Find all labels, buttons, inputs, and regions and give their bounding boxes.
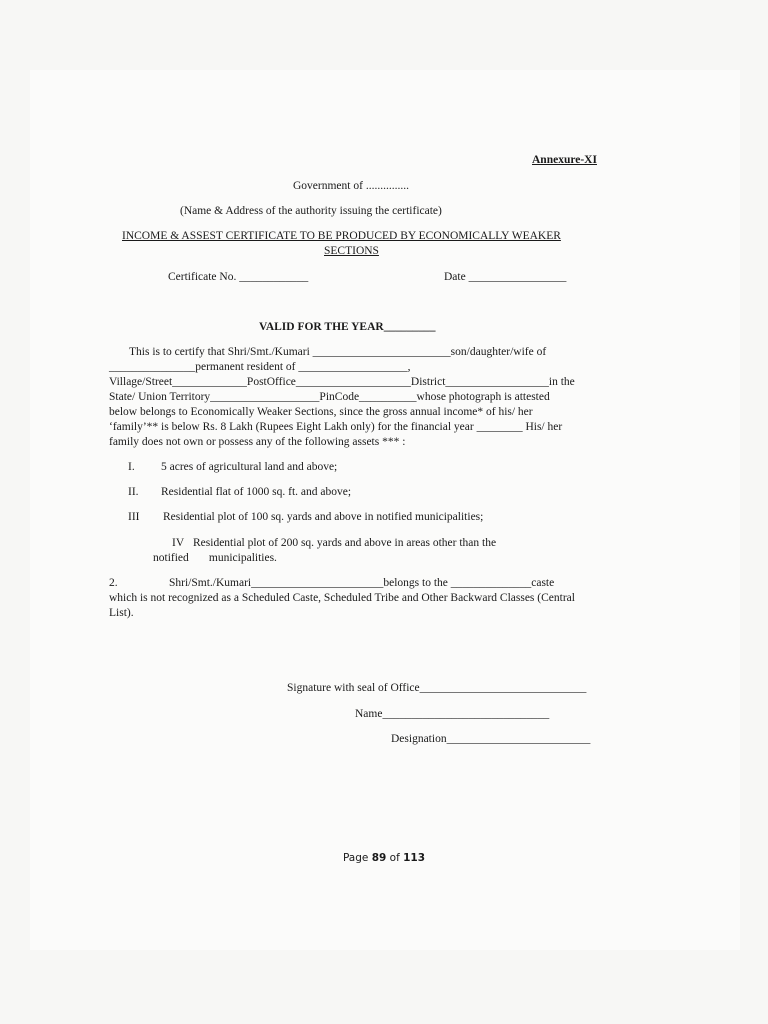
authority-line: (Name & Address of the authority issuing the certificate)	[180, 205, 442, 217]
body-line-7: family does not own or possess any of the following assets *** :	[109, 436, 406, 448]
asset-1-number: I.	[128, 461, 135, 473]
body-line-2: _______________permanent resident of ___________________,	[109, 361, 411, 373]
asset-4-text: Residential plot of 200 sq. yards and above in areas other than the	[193, 537, 497, 549]
asset-4-continuation: notified municipalities.	[153, 552, 277, 564]
page-total: 113	[403, 852, 426, 864]
certificate-title-line2: SECTIONS	[324, 245, 379, 257]
annexure-label: Annexure-XI	[532, 154, 597, 166]
body-line-3: Village/Street_____________PostOffice____________________District__________________in the	[109, 376, 575, 388]
certificate-title-line1: INCOME & ASSEST CERTIFICATE TO BE PRODUCED BY ECONOMICALLY WEAKER	[122, 230, 561, 242]
page-number	[0, 852, 768, 864]
body-line-1: This is to certify that Shri/Smt./Kumari ________________________son/daughter/wife of	[129, 346, 547, 358]
certificate-date: Date _________________	[444, 271, 567, 283]
clause-2-line-3: List).	[109, 607, 134, 619]
page-prefix: Page	[342, 852, 372, 864]
certificate-number: Certificate No. ____________	[168, 271, 309, 283]
signature-seal-field: Signature with seal of Office_____________________________	[287, 682, 587, 694]
signature-designation-field: Designation_________________________	[391, 733, 591, 745]
signature-name-field: Name_____________________________	[355, 708, 550, 720]
valid-for-year: VALID FOR THE YEAR_________	[259, 321, 436, 333]
page-current: 89	[371, 852, 387, 864]
asset-4-number: IV	[172, 537, 185, 549]
body-line-6: ‘family’** is below Rs. 8 Lakh (Rupees Eight Lakh only) for the financial year ________ His/ her	[109, 421, 563, 433]
asset-3-number: III	[128, 511, 140, 523]
asset-3-text: Residential plot of 100 sq. yards and above in notified municipalities;	[163, 511, 484, 523]
clause-2-number: 2.	[109, 577, 118, 589]
asset-2-number: II.	[128, 486, 139, 498]
body-line-5: below belongs to Economically Weaker Sections, since the gross annual income* of his/ her	[109, 406, 533, 418]
body-line-4: State/ Union Territory___________________PinCode__________whose photograph is attested	[109, 391, 550, 403]
page-middle: of	[386, 852, 404, 864]
government-line: Government of ...............	[293, 180, 409, 192]
asset-2-text: Residential flat of 1000 sq. ft. and above;	[161, 486, 352, 498]
clause-2-line-2: which is not recognized as a Scheduled Caste, Scheduled Tribe and Other Backward Classes (Central	[109, 592, 575, 604]
clause-2-line-1: Shri/Smt./Kumari_______________________belongs to the ______________caste	[169, 577, 555, 589]
asset-1-text: 5 acres of agricultural land and above;	[161, 461, 338, 473]
